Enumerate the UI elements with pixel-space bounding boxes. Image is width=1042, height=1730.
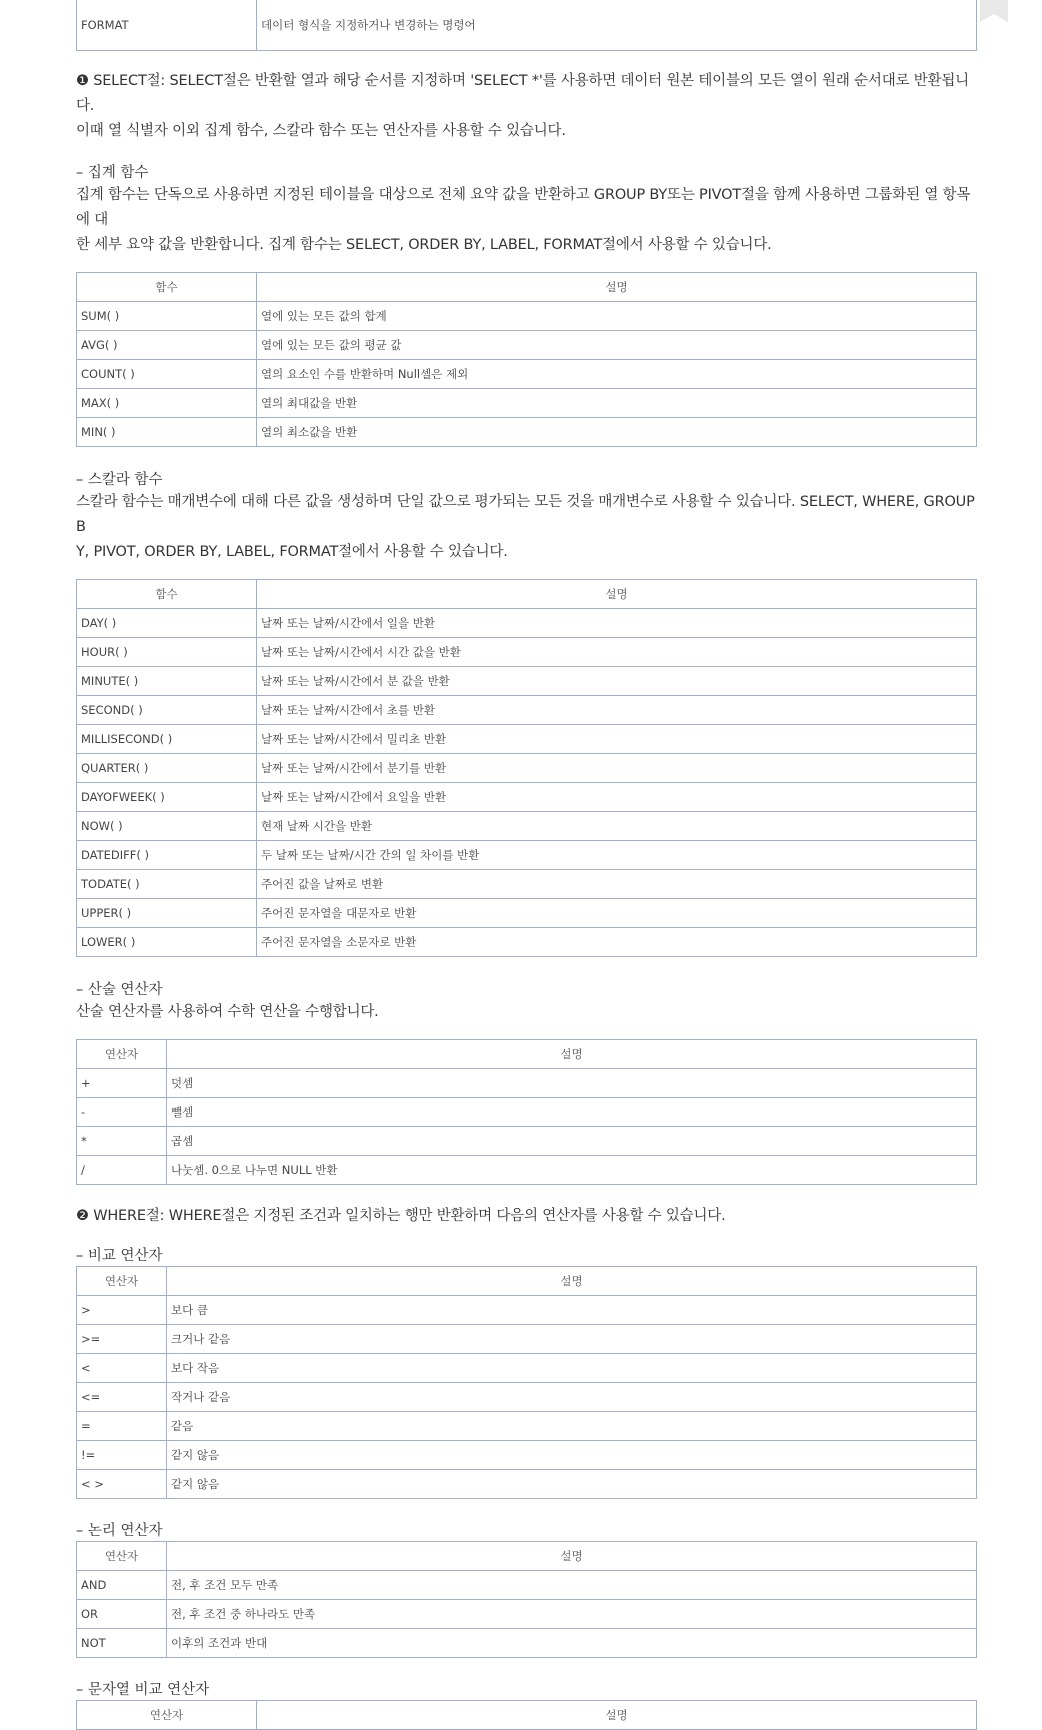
table-row <box>77 1296 977 1325</box>
table-row <box>77 841 977 870</box>
cell-desc: 데이터 형식을 지정하거나 변경하는 명령어 <box>257 0 977 51</box>
column-header-name: 함수 <box>77 273 257 302</box>
cell-name: < > <box>77 1470 167 1499</box>
cell-description: 보다 작음 <box>167 1354 977 1383</box>
cell-description: 날짜 또는 날짜/시간에서 초를 반환 <box>257 696 977 725</box>
cell-description: 열의 최소값을 반환 <box>257 418 977 447</box>
arithmetic-heading: – 산술 연산자 <box>76 982 163 998</box>
table-row <box>77 1600 977 1629</box>
cell-name: COUNT( ) <box>77 360 257 389</box>
arithmetic-text: 산술 연산자를 사용하여 수학 연산을 수행합니다. <box>76 1004 379 1020</box>
cell-description: 곱셈 <box>167 1127 977 1156</box>
cell-label: FORMAT <box>77 0 257 51</box>
cell-name: * <box>77 1127 167 1156</box>
cell-name: = <box>77 1412 167 1441</box>
aggregate-text-1: 집계 함수는 단독으로 사용하면 지정된 테이블을 대상으로 전체 요약 값을 반환하고 GROUP BY또는 PIVOT절을 함께 사용하면 그룹화된 열 항목에 대 <box>76 187 971 228</box>
column-header-description: 설명 <box>167 1267 977 1296</box>
scalar-heading: – 스칼라 함수 <box>76 472 163 488</box>
cell-description: 덧셈 <box>167 1069 977 1098</box>
cell-description: 날짜 또는 날짜/시간에서 요일을 반환 <box>257 783 977 812</box>
table-row <box>77 1354 977 1383</box>
cell-name: LOWER( ) <box>77 928 257 957</box>
comparison-table <box>76 1266 977 1499</box>
cell-description: 두 날짜 또는 날짜/시간 간의 일 차이를 반환 <box>257 841 977 870</box>
cell-name: NOW( ) <box>77 812 257 841</box>
column-header-name: 함수 <box>77 580 257 609</box>
cell-name: DAY( ) <box>77 609 257 638</box>
table-row <box>77 1156 977 1185</box>
cell-name: MIN( ) <box>77 418 257 447</box>
table-row <box>77 783 977 812</box>
table-row <box>77 899 977 928</box>
cell-description: 크거나 같음 <box>167 1325 977 1354</box>
table-row <box>77 1441 977 1470</box>
cell-description: 전, 후 조건 중 하나라도 만족 <box>167 1600 977 1629</box>
column-header-description: 설명 <box>257 273 977 302</box>
cell-description: 보다 큼 <box>167 1296 977 1325</box>
select-clause-text: 이때 열 식별자 이외 집계 함수, 스칼라 함수 또는 연산자를 사용할 수 있습니다. <box>76 123 566 139</box>
where-clause-title: ❷ WHERE절: WHERE절은 지정된 조건과 일치하는 행만 반환하며 다음의 연산자를 사용할 수 있습니다. <box>76 1208 726 1224</box>
cell-description: 같지 않음 <box>167 1441 977 1470</box>
table-row <box>77 870 977 899</box>
cell-name: SECOND( ) <box>77 696 257 725</box>
table-header-row <box>77 580 977 609</box>
table-row <box>77 754 977 783</box>
table-header-row <box>77 1542 977 1571</box>
table-header-row <box>77 1267 977 1296</box>
cell-description: 날짜 또는 날짜/시간에서 분기를 반환 <box>257 754 977 783</box>
cell-description: 현재 날짜 시간을 반환 <box>257 812 977 841</box>
cell-name: QUARTER( ) <box>77 754 257 783</box>
column-header-description: 설명 <box>257 580 977 609</box>
cell-description: 열의 최대값을 반환 <box>257 389 977 418</box>
column-header-description: 설명 <box>167 1542 977 1571</box>
table-row <box>77 1571 977 1600</box>
cell-description: 주어진 문자열을 소문자로 반환 <box>257 928 977 957</box>
cell-name: >= <box>77 1325 167 1354</box>
cell-name: AVG( ) <box>77 331 257 360</box>
cell-name: MINUTE( ) <box>77 667 257 696</box>
table-row <box>77 418 977 447</box>
table-row <box>77 725 977 754</box>
cell-description: 날짜 또는 날짜/시간에서 밀리초 반환 <box>257 725 977 754</box>
cell-name: - <box>77 1098 167 1127</box>
cell-description: 열에 있는 모든 값의 평균 값 <box>257 331 977 360</box>
table-header-row <box>77 273 977 302</box>
string-compare-table <box>76 1700 977 1730</box>
table-row <box>77 1383 977 1412</box>
aggregate-table <box>76 272 977 447</box>
top-partial-table <box>76 0 977 51</box>
cell-description: 뺄셈 <box>167 1098 977 1127</box>
table-row <box>77 928 977 957</box>
cell-description: 열의 요소인 수를 반환하며 Null셀은 제외 <box>257 360 977 389</box>
cell-name: + <box>77 1069 167 1098</box>
column-header-name: 연산자 <box>77 1267 167 1296</box>
table-row <box>77 1629 977 1658</box>
cell-description: 주어진 문자열을 대문자로 반환 <box>257 899 977 928</box>
logical-heading: – 논리 연산자 <box>76 1523 163 1539</box>
table-header-row <box>77 1040 977 1069</box>
cell-name: / <box>77 1156 167 1185</box>
cell-description: 날짜 또는 날짜/시간에서 시간 값을 반환 <box>257 638 977 667</box>
cell-description: 열에 있는 모든 값의 합계 <box>257 302 977 331</box>
logical-table <box>76 1541 977 1658</box>
cell-description: 전, 후 조건 모두 만족 <box>167 1571 977 1600</box>
table-row <box>77 1127 977 1156</box>
table-row <box>77 0 977 51</box>
aggregate-text-2: 한 세부 요약 값을 반환합니다. 집계 함수는 SELECT, ORDER BY, LABEL, FORMAT절에서 사용할 수 있습니다. <box>76 237 772 253</box>
table-row <box>77 1098 977 1127</box>
cell-name: < <box>77 1354 167 1383</box>
column-header-description: 설명 <box>257 1701 977 1730</box>
cell-name: SUM( ) <box>77 302 257 331</box>
cell-name: <= <box>77 1383 167 1412</box>
cell-description: 같지 않음 <box>167 1470 977 1499</box>
table-row <box>77 389 977 418</box>
cell-name: != <box>77 1441 167 1470</box>
article-content <box>76 0 976 1730</box>
column-header-name: 연산자 <box>77 1701 257 1730</box>
column-header-description: 설명 <box>167 1040 977 1069</box>
table-row <box>77 1325 977 1354</box>
cell-name: DATEDIFF( ) <box>77 841 257 870</box>
cell-name: > <box>77 1296 167 1325</box>
comparison-heading: – 비교 연산자 <box>76 1248 163 1264</box>
table-row <box>77 638 977 667</box>
table-row <box>77 360 977 389</box>
column-header-name: 연산자 <box>77 1542 167 1571</box>
scalar-table <box>76 579 977 957</box>
cell-description: 날짜 또는 날짜/시간에서 일을 반환 <box>257 609 977 638</box>
bookmark-icon[interactable] <box>980 0 1008 14</box>
table-row <box>77 812 977 841</box>
cell-name: AND <box>77 1571 167 1600</box>
cell-description: 이후의 조건과 반대 <box>167 1629 977 1658</box>
cell-description: 날짜 또는 날짜/시간에서 분 값을 반환 <box>257 667 977 696</box>
aggregate-heading: – 집계 함수 <box>76 165 149 181</box>
arithmetic-table <box>76 1039 977 1185</box>
cell-name: HOUR( ) <box>77 638 257 667</box>
cell-name: MILLISECOND( ) <box>77 725 257 754</box>
cell-description: 같음 <box>167 1412 977 1441</box>
cell-description: 작거나 같음 <box>167 1383 977 1412</box>
select-clause-title: ❶ SELECT절: SELECT절은 반환할 열과 해당 순서를 지정하며 'SELECT *'를 사용하면 데이터 원본 테이블의 모든 열이 원래 순서대로 반환됩니다. <box>76 73 969 114</box>
scalar-text-1: 스칼라 함수는 매개변수에 대해 다른 값을 생성하며 단일 값으로 평가되는 모든 것을 매개변수로 사용할 수 있습니다. SELECT, WHERE, GROUP B <box>76 494 975 535</box>
scalar-text-2: Y, PIVOT, ORDER BY, LABEL, FORMAT절에서 사용할 수 있습니다. <box>76 544 508 560</box>
cell-name: TODATE( ) <box>77 870 257 899</box>
table-row <box>77 1470 977 1499</box>
table-row <box>77 609 977 638</box>
cell-name: DAYOFWEEK( ) <box>77 783 257 812</box>
column-header-name: 연산자 <box>77 1040 167 1069</box>
table-row <box>77 1412 977 1441</box>
string-compare-heading: – 문자열 비교 연산자 <box>76 1682 210 1698</box>
table-row <box>77 696 977 725</box>
table-row <box>77 331 977 360</box>
table-row <box>77 302 977 331</box>
table-row <box>77 667 977 696</box>
cell-name: MAX( ) <box>77 389 257 418</box>
table-row <box>77 1069 977 1098</box>
cell-name: OR <box>77 1600 167 1629</box>
cell-description: 주어진 값을 날짜로 변환 <box>257 870 977 899</box>
table-header-row <box>77 1701 977 1730</box>
cell-description: 나눗셈. 0으로 나누면 NULL 반환 <box>167 1156 977 1185</box>
cell-name: NOT <box>77 1629 167 1658</box>
cell-name: UPPER( ) <box>77 899 257 928</box>
